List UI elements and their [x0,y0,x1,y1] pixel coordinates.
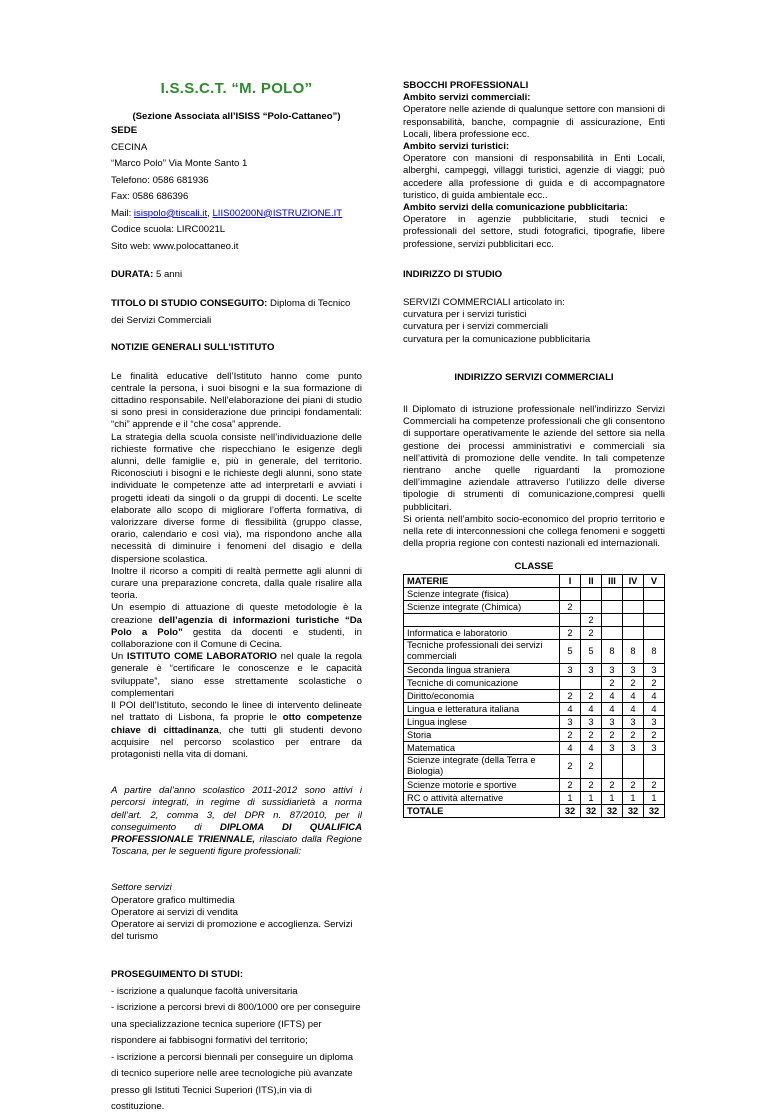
table-caption: CLASSE [514,560,554,572]
hours-cell: 4 [581,702,602,715]
table-row [404,778,665,791]
notizie-body [111,371,362,762]
titolo [111,296,362,329]
notizie-p3: Inoltre il ricorso a compiti di realtà permette agli alunni di curare una preparazione concreta, dalla quale risalire alla teoria. [111,565,362,602]
hours-cell: 2 [602,676,623,689]
hours-cell: 2 [560,728,581,741]
header-year-5: V [644,574,665,587]
hours-cell: 3 [581,715,602,728]
durata-value: 5 anni [153,269,183,281]
hours-cell [623,754,644,778]
hours-cell [602,600,623,613]
table-header-row [404,574,665,587]
table-row [404,754,665,778]
mail-link-2[interactable]: LIIS00200N@ISTRUZIONE.IT [212,207,343,219]
notizie-heading: NOTIZIE GENERALI SULL’ISTITUTO [111,342,275,354]
table-row [404,676,665,689]
indirizzo-line: SERVIZI COMMERCIALI articolato in: [403,297,565,309]
hours-cell [560,676,581,689]
hours-cell: 4 [623,702,644,715]
hours-cell [644,600,665,613]
hours-cell: 2 [581,689,602,702]
hours-cell: 4 [581,741,602,754]
hours-cell: 4 [623,689,644,702]
mail-separator: , [207,207,213,219]
hours-cell: 3 [560,715,581,728]
notizie-p1: Le finalità educative dell’Istituto hanno come punto centrale la persona, i suoi bisogni e la sua formazione di cittadino responsabile. Nell’elaborazione dei piani di studio si sono presi in considerazione due principi fondamentali: “chi” apprende e il “che cosa” apprende. [111,370,362,431]
hours-cell [581,587,602,600]
indirizzo-heading: INDIRIZZO DI STUDIO [403,268,503,280]
hours-cell: 4 [560,702,581,715]
sede-address: “Marco Polo” Via Monte Santo 1 [111,158,248,170]
qualifica-paragraph [111,785,362,858]
header-materie: MATERIE [404,574,560,587]
subject-cell: Storia [404,728,560,741]
school-code: Codice scuola: LIRC0021L [111,224,226,236]
subject-cell: Lingua inglese [404,715,560,728]
subject-cell: Lingua e letteratura italiana [404,702,560,715]
indirizzo-servizi-body [403,404,665,550]
titolo-value: Diploma di Tecnico dei Servizi Commerciali [111,298,351,326]
hours-cell: 2 [560,626,581,639]
hours-cell: 3 [602,715,623,728]
hours-cell [623,600,644,613]
hours-cell: 3 [623,715,644,728]
notizie-p5-c: nel quale la regola generale è “certificare le conoscenze e le capacità sviluppate”, siano esse strettamente scolastiche o complementari [111,651,362,699]
subject-cell: Scienze integrate (Chimica) [404,600,560,613]
indirizzo-servizi-heading: INDIRIZZO SERVIZI COMMERCIALI [454,371,614,383]
hours-cell: 3 [581,663,602,676]
mail-link-1[interactable]: isispolo@tiscali.it [133,207,208,219]
hours-cell [560,613,581,626]
table-row [404,626,665,639]
proseguimento-block [111,967,362,1116]
subject-cell: Scienze integrate (della Terra e Biologia) [404,754,560,778]
settore-item: Operatore grafico multimedia [111,894,235,906]
hours-cell: 3 [602,663,623,676]
school-title: I.S.S.C.T. “M. POLO” [160,80,313,97]
proseguimento-heading: PROSEGUIMENTO DI STUDI: [111,969,244,981]
indirizzo-line: curvatura per i servizi turistici [403,309,527,321]
hours-cell [644,613,665,626]
indirizzo-servizi-p2: Si orienta nell’ambito socio-economico del proprio territorio e nella rete di interconnessioni che collega fenomeni e soggetti della propria regione con contesti nazionali ed internazionali. [403,513,665,550]
sbocchi-h2: Ambito servizi turistici: [403,141,510,153]
sede-city: CECINA [111,141,148,153]
notizie-p5-a: Un [111,651,127,663]
hours-cell: 1 [644,791,665,804]
subject-cell: Matematica [404,741,560,754]
indirizzo-line: curvatura per i servizi commerciali [403,321,549,333]
sede-phone: Telefono: 0586 681936 [111,174,209,186]
table-row [404,741,665,754]
proseguimento-item: - iscrizione a qualunque facoltà universitaria [111,985,298,997]
hours-cell [644,626,665,639]
qualifica-a: A partire dal’anno scolastico 2011-2012 sono attivi i percorsi integrati, in regime di sussidiarietà a norma dell’art. 2, comma 3, del DPR n. 87/2010, per il conseguimento di [111,785,362,833]
hours-cell: 3 [560,663,581,676]
header-year-4: IV [623,574,644,587]
hours-cell: 2 [581,626,602,639]
mail-prefix: Mail: [111,207,134,219]
hours-cell: 4 [644,689,665,702]
sbocchi-t1: Operatore nelle aziende di qualunque settore con mansioni di responsabilità, banche, compagnie di assicurazione, Enti Locali, libera professione ecc. [403,104,665,140]
sede-mail [111,206,362,223]
hours-cell [602,587,623,600]
table-row [404,702,665,715]
hours-cell: 2 [581,728,602,741]
notizie-p6-a: Il POI dell’Istituto, secondo le linee di intervento delineate nel trattato di Lisbona, fa proprie le [111,700,362,724]
hours-cell: 2 [581,754,602,778]
hours-cell [602,626,623,639]
indirizzo-servizi-p1: Il Diplomato di istruzione professionale nell’indirizzo Servizi Commerciali ha competenze professionali che gli consentono di supportare operativamente le aziende del settore sia nella gestione dei processi amministrativi e commerciali sia nell’attività di promozione delle vendite. In tali competenze rientrano anche quelle riguardanti la promozione dell’immagine aziendale attraverso l’utilizzo delle diverse tipologie di strumenti di comunicazione,compresi quelli pubblicitari. [403,404,665,513]
hours-cell: 3 [623,663,644,676]
settore-item: Operatore ai servizi di promozione e accoglienza. Servizi del turismo [111,918,353,943]
hours-cell: 32 [644,804,665,817]
notizie-p4 [111,602,362,651]
header-year-1: I [560,574,581,587]
table-body [404,587,665,817]
school-subtitle: (Sezione Associata all’ISISS “Polo-Cattaneo”) [132,111,341,122]
subject-cell [404,613,560,626]
hours-cell: 2 [560,754,581,778]
notizie-p6-b: otto competenze chiave di cittadinanza [111,712,362,736]
hours-cell: 2 [602,728,623,741]
durata-label: DURATA: [111,269,154,281]
left-column [111,80,362,1116]
notizie-p4-a: Un esempio di attuazione di queste metodologie è la creazione [111,602,362,626]
hours-cell: 2 [602,778,623,791]
qualifica-b: DIPLOMA DI QUALIFICA PROFESSIONALE TRIENNALE, [111,821,362,845]
hours-cell [623,626,644,639]
settore-heading: Settore servizi [111,882,172,894]
hours-table [403,574,665,818]
hours-cell [581,600,602,613]
table-row [404,715,665,728]
sbocchi-heading: SBOCCHI PROFESSIONALI [403,80,529,91]
table-row [404,728,665,741]
hours-cell: 32 [602,804,623,817]
hours-cell [581,676,602,689]
header-year-3: III [602,574,623,587]
hours-cell: 3 [644,741,665,754]
hours-cell: 8 [644,639,665,663]
settore-item: Operatore ai servizi di vendita [111,906,238,918]
hours-cell: 1 [560,791,581,804]
hours-cell: 3 [644,663,665,676]
sbocchi-t3: Operatore in agenzie pubblicitarie, studi tecnici e professionali del settore, studi fotografici, tipografie, libere professione, servizi pubblicitari ecc. [403,214,665,250]
table-row [404,791,665,804]
subject-cell: Diritto/economia [404,689,560,702]
sede-label: SEDE [111,125,138,137]
hours-cell: 5 [581,639,602,663]
subject-cell: Informatica e laboratorio [404,626,560,639]
hours-cell [644,754,665,778]
hours-cell: 3 [644,715,665,728]
hours-cell: 1 [623,791,644,804]
hours-cell: 4 [560,741,581,754]
header-year-2: II [581,574,602,587]
hours-cell: 4 [602,702,623,715]
table-row [404,804,665,817]
indirizzo-line: curvatura per la comunicazione pubblicitaria [403,333,591,345]
hours-cell [623,587,644,600]
hours-cell: 32 [581,804,602,817]
table-row [404,600,665,613]
hours-cell [560,587,581,600]
hours-cell: 1 [581,791,602,804]
notizie-p4-b: dell’agenzia di informazioni turistiche “Da Polo a Polo” [111,614,363,638]
contact-block [111,123,362,255]
hours-cell [602,754,623,778]
hours-cell: 2 [644,728,665,741]
settore-block [111,882,362,943]
sede-fax: Fax: 0586 686396 [111,191,189,203]
titolo-label: TITOLO DI STUDIO CONSEGUITO: [111,298,268,310]
hours-cell: 8 [602,639,623,663]
notizie-p6 [111,700,362,761]
durata [111,269,362,281]
hours-cell: 2 [644,778,665,791]
subject-cell: RC o attività alternative [404,791,560,804]
hours-cell: 5 [560,639,581,663]
table-row [404,587,665,600]
hours-cell: 1 [602,791,623,804]
subject-cell: Tecniche professionali dei servizi commerciali [404,639,560,663]
subject-cell: Tecniche di comunicazione [404,676,560,689]
hours-cell: 4 [602,689,623,702]
table-row [404,689,665,702]
sbocchi-h1: Ambito servizi commerciali: [403,92,531,104]
hours-cell: 2 [623,676,644,689]
notizie-p5-b: ISTITUTO COME LABORATORIO [126,651,278,663]
notizie-p5 [111,651,362,700]
table-row [404,663,665,676]
hours-cell: 2 [560,689,581,702]
qualifica-c: rilasciato dalla Regione Toscana, per le seguenti figure professionali: [111,833,362,858]
notizie-p6-c: , che tutti gli studenti devono acquisire nel percorso scolastico per entrare da protagonisti nella vita di domani. [111,724,362,760]
hours-cell: 32 [623,804,644,817]
hours-cell: 32 [560,804,581,817]
indirizzo-list [403,297,665,346]
notizie-p2: La strategia della scuola consiste nell’individuazione delle richieste formative che rispecchiano le esigenze degli alunni, delle famiglie e, più in generale, del territorio. Riconosciuti i bisogni e le richieste degli alunni, sono state individuate le competenze atte ad interpretarli e avviati i progetti ideati da singoli o da gruppi di docenti. Le scelte elaborate allo scopo di migliorare l’offerta formativa, di valorizzare diverse forme di flessibilità (gruppo classe, orario, calendario e così via), ma rispondono anche alla necessità di diminuire i fenomeni del disagio e della dispersione scolastica. [111,431,362,565]
hours-cell: 2 [644,676,665,689]
subject-cell: TOTALE [404,804,560,817]
hours-cell: 2 [560,778,581,791]
subject-cell: Seconda lingua straniera [404,663,560,676]
hours-cell [644,587,665,600]
sbocchi-block [403,80,665,251]
table-row [404,639,665,663]
proseguimento-item: - iscrizione a percorsi brevi di 800/1000 ore per conseguire una specializzazione tecnica superiore (IFTS) per rispondere ai fabbisogni formativi del territorio; [111,1002,361,1047]
sbocchi-h3: Ambito servizi della comunicazione pubblicitaria: [403,202,628,214]
hours-cell: 3 [602,741,623,754]
subject-cell: Scienze motorie e sportive [404,778,560,791]
proseguimento-item: - iscrizione a percorsi biennali per conseguire un diploma di tecnico superiore nelle aree tecnologiche più avanzate presso gli Istituti Tecnici Superiori (ITS),in via di costituzione. [111,1051,354,1113]
hours-cell: 2 [623,778,644,791]
school-website: Sito web: www.polocattaneo.it [111,240,239,252]
table-row [404,613,665,626]
hours-cell: 3 [623,741,644,754]
right-column [403,80,665,818]
hours-cell: 2 [581,778,602,791]
notizie-p4-c: gestita da docenti e studenti, in collaborazione con il Comune di Cecina. [111,626,362,651]
hours-cell [602,613,623,626]
hours-cell: 8 [623,639,644,663]
hours-cell: 2 [581,613,602,626]
hours-cell: 2 [560,600,581,613]
hours-cell: 4 [644,702,665,715]
hours-cell: 2 [623,728,644,741]
subject-cell: Scienze integrate (fisica) [404,587,560,600]
sbocchi-t2: Operatore con mansioni di responsabilità in Enti Locali, alberghi, campeggi, villaggi turistici, agenzie di viaggi; può accedere alla professione di guida e di accompagnatore turistico, di guida ambientale ecc.. [403,153,665,201]
hours-cell [623,613,644,626]
